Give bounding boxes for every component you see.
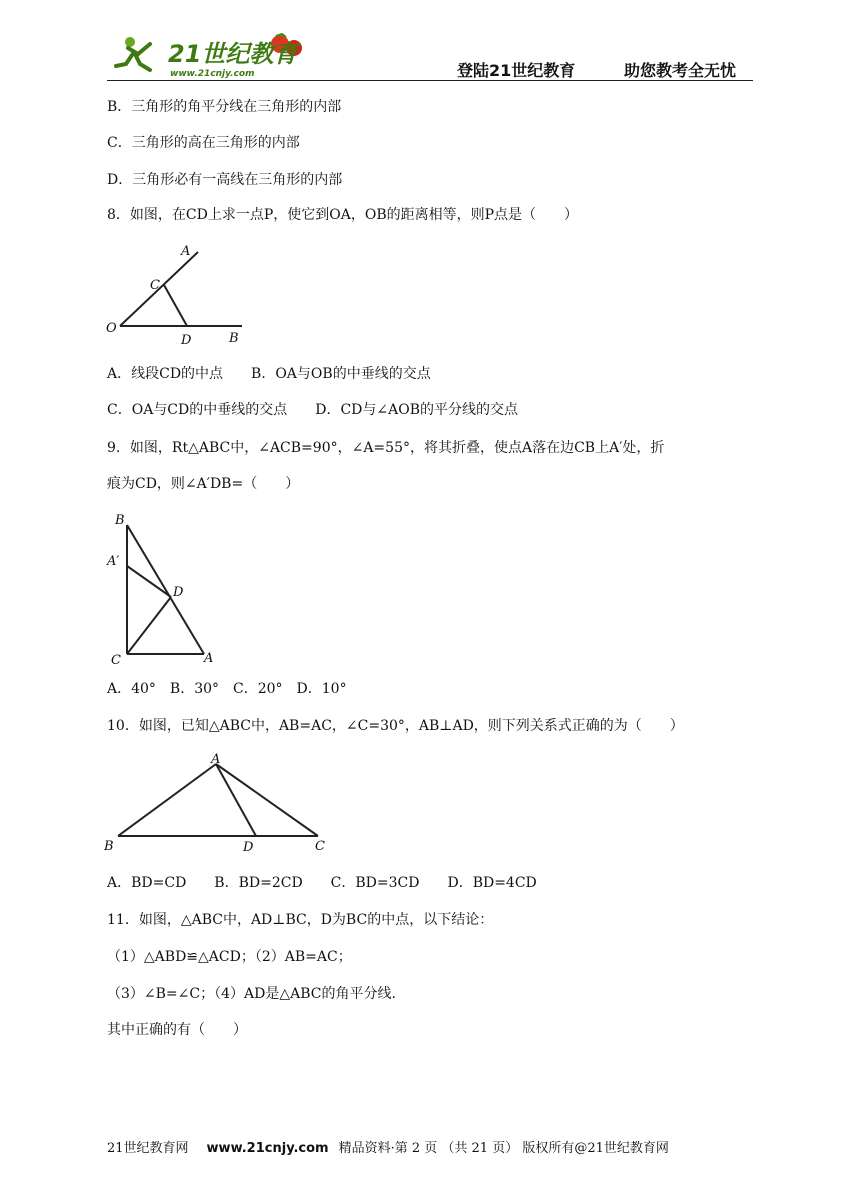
logo-url: www.21cnjy.com xyxy=(170,69,255,79)
q11-stem: 11．如图，△ABC中，AD⊥BC，D为BC的中点，以下结论： xyxy=(107,912,494,928)
q10-label-c: C xyxy=(315,839,325,854)
q8-label-d: D xyxy=(181,333,192,348)
q10-stem: 10．如图，已知△ABC中，AB=AC，∠C=30°，AB⊥AD，则下列关系式正确的为（ ） xyxy=(107,718,684,734)
q7-option-b: B．三角形的角平分线在三角形的内部 xyxy=(107,99,342,115)
q9-label-a-prime: A′ xyxy=(107,554,120,569)
q7-option-d: D．三角形必有一高线在三角形的内部 xyxy=(107,172,343,188)
q10-label-b: B xyxy=(104,839,114,854)
q10-side-ac xyxy=(216,764,318,836)
q8-figure xyxy=(102,244,252,349)
header-title: 登陆21世纪教育 xyxy=(457,61,576,80)
q8-label-o: O xyxy=(106,321,117,336)
q8-stem: 8．如图，在CD上求一点P，使它到OA，OB的距离相等，则P点是（ ） xyxy=(107,207,579,223)
header-slogan: 助您教考全无忧 xyxy=(624,61,737,80)
q8-segment-cd xyxy=(164,285,187,326)
q9-figure xyxy=(104,507,224,667)
runner-logo-icon xyxy=(116,37,150,70)
q11-question: 其中正确的有（ ） xyxy=(107,1022,247,1038)
q9-segment-cd xyxy=(127,597,171,654)
q9-label-d: D xyxy=(173,585,184,600)
q9-segment-a-prime-d xyxy=(127,566,171,597)
q10-figure xyxy=(102,750,334,858)
footer-info: 精品资料·第 2 页 （共 21 页） 版权所有@21世纪教育网 xyxy=(338,1141,669,1156)
q11-item1: （1）△ABD≌△ACD；（2）AB=AC； xyxy=(107,949,352,965)
logo xyxy=(110,30,310,82)
header-divider xyxy=(107,80,753,81)
q8-options-row1: A．线段CD的中点 B．OA与OB的中垂线的交点 xyxy=(107,366,431,382)
q8-label-b: B xyxy=(229,331,239,346)
q8-options-row2: C．OA与CD的中垂线的交点 D．CD与∠AOB的平分线的交点 xyxy=(107,402,519,418)
q10-label-d: D xyxy=(243,840,254,855)
q7-option-c: C．三角形的高在三角形的内部 xyxy=(107,135,300,151)
q9-label-c: C xyxy=(111,653,121,667)
q9-stem-line2: 痕为CD，则∠A′DB=（ ） xyxy=(107,476,300,492)
q11-item2: （3）∠B=∠C；（4）AD是△ABC的角平分线. xyxy=(107,986,396,1002)
q9-label-a: A xyxy=(204,651,214,666)
q10-label-a: A xyxy=(211,752,221,767)
footer xyxy=(107,1137,675,1156)
logo-text: 21世纪教育 xyxy=(168,40,298,68)
q9-stem-line1: 9．如图，Rt△ABC中，∠ACB=90°，∠A=55°，将其折叠，使点A落在边CB上A′处，折 xyxy=(107,440,665,456)
q9-side-ba xyxy=(127,525,204,654)
q9-options: A．40° B．30° C．20° D．10° xyxy=(107,681,347,697)
q8-label-a: A xyxy=(181,244,191,259)
q10-segment-ad xyxy=(216,764,256,836)
q8-label-c: C xyxy=(150,278,160,293)
footer-site: 21世纪教育网 xyxy=(107,1141,189,1156)
q9-label-b: B xyxy=(115,513,125,528)
footer-url[interactable]: www.21cnjy.com xyxy=(206,1141,329,1156)
q10-side-ab xyxy=(118,764,216,836)
q10-options: A．BD=CD B．BD=2CD C．BD=3CD D．BD=4CD xyxy=(107,875,537,891)
